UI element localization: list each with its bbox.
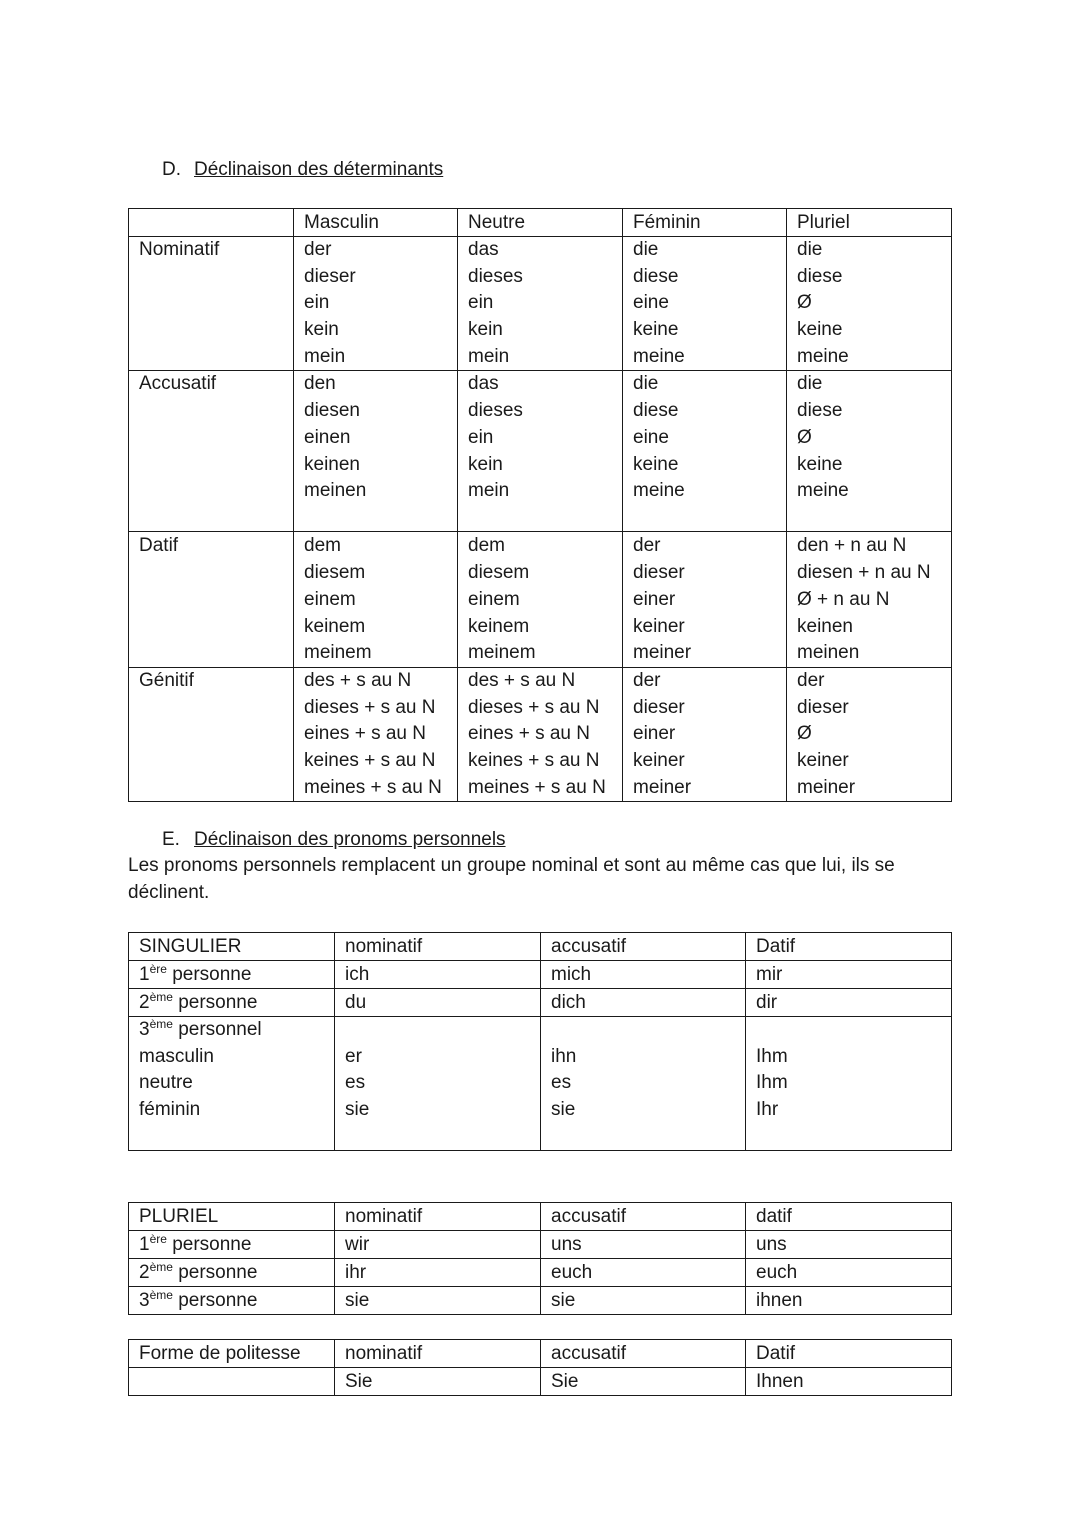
determinant-form: dieser	[633, 696, 685, 718]
table-cell: Sie	[335, 1368, 541, 1396]
person-label: 1ère personne	[129, 961, 335, 989]
determinant-form: einer	[633, 588, 676, 610]
determinant-form: mein	[304, 345, 346, 367]
determinant-form: der	[797, 669, 825, 691]
table-cell	[787, 667, 952, 801]
header-cell	[129, 209, 294, 237]
header-cell: nominatif	[335, 1340, 541, 1368]
determinant-form: Ø	[797, 292, 812, 314]
header-cell: Datif	[746, 1340, 952, 1368]
case-label: Nominatif	[129, 237, 294, 371]
table-cell: wir	[335, 1231, 541, 1259]
determinant-form: ein	[468, 292, 494, 314]
determinant-form: meiner	[797, 776, 856, 798]
header-cell: Pluriel	[787, 209, 952, 237]
header-cell: Féminin	[623, 209, 787, 237]
table-cell: Sie	[541, 1368, 746, 1396]
determinant-form: meine	[797, 480, 849, 502]
determinant-form: dieses	[468, 265, 523, 287]
section-e-intro: Les pronoms personnels remplacent un groupe nominal et sont au même cas que lui, ils se déclinent.	[128, 855, 895, 903]
table-cell: ihr	[335, 1259, 541, 1287]
determinant-form: keine	[797, 453, 843, 475]
determinant-form: keinem	[468, 615, 530, 637]
determinant-form: dieser	[797, 696, 849, 718]
header-cell: accusatif	[541, 1203, 746, 1231]
determinant-form: der	[633, 669, 661, 691]
determinant-form: die	[633, 239, 659, 260]
header-cell: Datif	[746, 933, 952, 961]
determinant-form: keine	[633, 319, 679, 341]
determinant-form: Ø + n au N	[797, 588, 890, 610]
determinant-form: einer	[633, 723, 676, 745]
section-d-title: Déclinaison des déterminants	[194, 159, 444, 180]
table-cell	[623, 667, 787, 801]
table-row	[129, 371, 952, 532]
table-cell: sie	[541, 1287, 746, 1315]
determinant-form: der	[304, 239, 332, 260]
section-e-title: Déclinaison des pronoms personnels	[194, 829, 506, 850]
table-cell: er es sie	[335, 1017, 541, 1151]
determinant-form: keinen	[304, 453, 360, 475]
table-cell	[787, 371, 952, 532]
determinant-form: dieses + s au N	[468, 696, 600, 718]
table-cell	[623, 237, 787, 371]
section-d-heading	[162, 157, 443, 183]
politesse-table	[128, 1339, 952, 1396]
person-label: 2ème personne	[129, 1259, 335, 1287]
determinant-form: diese	[797, 265, 843, 287]
determinant-form: mein	[468, 345, 510, 367]
table-row	[129, 532, 952, 667]
table-cell: mir	[746, 961, 952, 989]
determinant-form: dieser	[633, 562, 685, 584]
determinant-form: diese	[633, 400, 679, 422]
determinant-form: mein	[468, 480, 510, 502]
determinant-form: ein	[468, 426, 494, 448]
determinant-form: keines + s au N	[304, 749, 436, 771]
determinant-form: dem	[304, 535, 341, 557]
table-cell: dir	[746, 989, 952, 1017]
determinant-form: kein	[468, 453, 503, 475]
pluriel-table	[128, 1202, 952, 1315]
table-cell	[294, 667, 458, 801]
table-cell: ihnen	[746, 1287, 952, 1315]
singulier-header-row	[129, 933, 952, 961]
determinant-form: das	[468, 373, 499, 395]
table-cell	[623, 532, 787, 667]
determinant-form: eine	[633, 292, 669, 314]
table-cell: du	[335, 989, 541, 1017]
determinant-form: dieses	[468, 400, 523, 422]
determinant-form: die	[797, 373, 823, 395]
table-cell: euch	[746, 1259, 952, 1287]
header-cell: PLURIEL	[129, 1203, 335, 1231]
table-cell	[458, 532, 623, 667]
determinant-form: keine	[633, 453, 679, 475]
determinant-form: diesen + n au N	[797, 562, 931, 584]
header-cell: Neutre	[458, 209, 623, 237]
determinant-form: einem	[468, 588, 520, 610]
table-cell	[294, 371, 458, 532]
table-cell	[458, 237, 623, 371]
determinant-form: des + s au N	[468, 669, 576, 691]
determinant-form: die	[797, 239, 823, 260]
determinant-form: keine	[797, 319, 843, 341]
determinant-form: diesem	[304, 562, 366, 584]
determinant-form: keinen	[797, 615, 853, 637]
determinant-form: meines + s au N	[468, 776, 606, 798]
table-row	[129, 1017, 952, 1151]
header-cell: accusatif	[541, 933, 746, 961]
determinant-form: eines + s au N	[468, 723, 590, 745]
table-cell	[458, 667, 623, 801]
determinant-form: der	[633, 535, 661, 557]
determinant-form: den + n au N	[797, 535, 907, 557]
gender-label: masculin	[139, 1045, 214, 1067]
determinant-form: meine	[633, 480, 685, 502]
gender-label: neutre	[139, 1072, 193, 1094]
table-cell	[787, 237, 952, 371]
pluriel-header-row	[129, 1203, 952, 1231]
determinants-table	[128, 208, 952, 802]
header-cell: Forme de politesse	[129, 1340, 335, 1368]
table-cell	[458, 371, 623, 532]
table-cell: mich	[541, 961, 746, 989]
determinant-form: Ø	[797, 426, 812, 448]
table-cell: uns	[541, 1231, 746, 1259]
determinant-form: meines + s au N	[304, 776, 442, 798]
header-cell: nominatif	[335, 933, 541, 961]
table-cell	[294, 532, 458, 667]
determinant-form: diese	[633, 265, 679, 287]
table-cell: ihn es sie	[541, 1017, 746, 1151]
determinant-form: einem	[304, 588, 356, 610]
gender-label: féminin	[139, 1099, 201, 1121]
table-cell	[623, 371, 787, 532]
determinant-form: diesem	[468, 562, 530, 584]
table-cell: dich	[541, 989, 746, 1017]
table-cell	[129, 1368, 335, 1396]
table-cell	[294, 237, 458, 371]
person-label: 2ème personne	[129, 989, 335, 1017]
determinant-form: keiner	[633, 615, 685, 637]
section-e-heading	[162, 827, 506, 853]
table-cell	[787, 532, 952, 667]
case-label: Génitif	[129, 667, 294, 801]
determinant-form: diese	[797, 400, 843, 422]
table-row	[129, 961, 952, 989]
case-label: Datif	[129, 532, 294, 667]
determinant-form: kein	[304, 319, 339, 341]
determinant-form: meinem	[304, 642, 372, 664]
politesse-header-row	[129, 1340, 952, 1368]
header-cell: accusatif	[541, 1340, 746, 1368]
determinant-form: ein	[304, 292, 330, 314]
case-label: Accusatif	[129, 371, 294, 532]
determinant-form: meiner	[633, 776, 692, 798]
person-label: 3ème personne	[129, 1287, 335, 1315]
determinant-form: einen	[304, 426, 351, 448]
table-cell: euch	[541, 1259, 746, 1287]
table-cell: Ihnen	[746, 1368, 952, 1396]
person-label: 3ème personnel masculin neutre féminin	[129, 1017, 335, 1151]
header-cell: SINGULIER	[129, 933, 335, 961]
determinant-form: eines + s au N	[304, 723, 426, 745]
table-row	[129, 237, 952, 371]
determinant-form: kein	[468, 319, 503, 341]
determinant-form: eine	[633, 426, 669, 448]
determinant-form: die	[633, 373, 659, 395]
header-cell: datif	[746, 1203, 952, 1231]
determinant-form: dem	[468, 535, 505, 557]
determinant-form: meine	[797, 345, 849, 367]
determinant-form: meiner	[633, 642, 692, 664]
determinant-form: meinem	[468, 642, 536, 664]
section-e-letter: E.	[162, 829, 180, 850]
table-cell: ich	[335, 961, 541, 989]
table-row	[129, 1231, 952, 1259]
table-row	[129, 1287, 952, 1315]
table-row	[129, 1259, 952, 1287]
header-cell: nominatif	[335, 1203, 541, 1231]
table-row	[129, 1368, 952, 1396]
section-d-letter: D.	[162, 159, 181, 180]
table-cell: uns	[746, 1231, 952, 1259]
header-cell: Masculin	[294, 209, 458, 237]
table-row	[129, 667, 952, 801]
determinant-form: den	[304, 373, 336, 395]
determinant-form: diesen	[304, 400, 360, 422]
table-cell: Ihm Ihm Ihr	[746, 1017, 952, 1151]
singulier-table	[128, 932, 952, 1151]
table-cell: sie	[335, 1287, 541, 1315]
determinant-form: dieses + s au N	[304, 696, 436, 718]
determinant-form: meine	[633, 345, 685, 367]
determinant-form: meinen	[797, 642, 860, 664]
determinant-form: keiner	[797, 749, 849, 771]
table-row	[129, 989, 952, 1017]
determinant-form: keiner	[633, 749, 685, 771]
determinant-form: das	[468, 239, 499, 260]
determinants-header-row	[129, 209, 952, 237]
person-label: 1ère personne	[129, 1231, 335, 1259]
determinant-form: keines + s au N	[468, 749, 600, 771]
determinant-form: des + s au N	[304, 669, 412, 691]
determinant-form: Ø	[797, 723, 812, 745]
determinant-form: keinem	[304, 615, 366, 637]
determinant-form: meinen	[304, 480, 367, 502]
determinant-form: dieser	[304, 265, 356, 287]
